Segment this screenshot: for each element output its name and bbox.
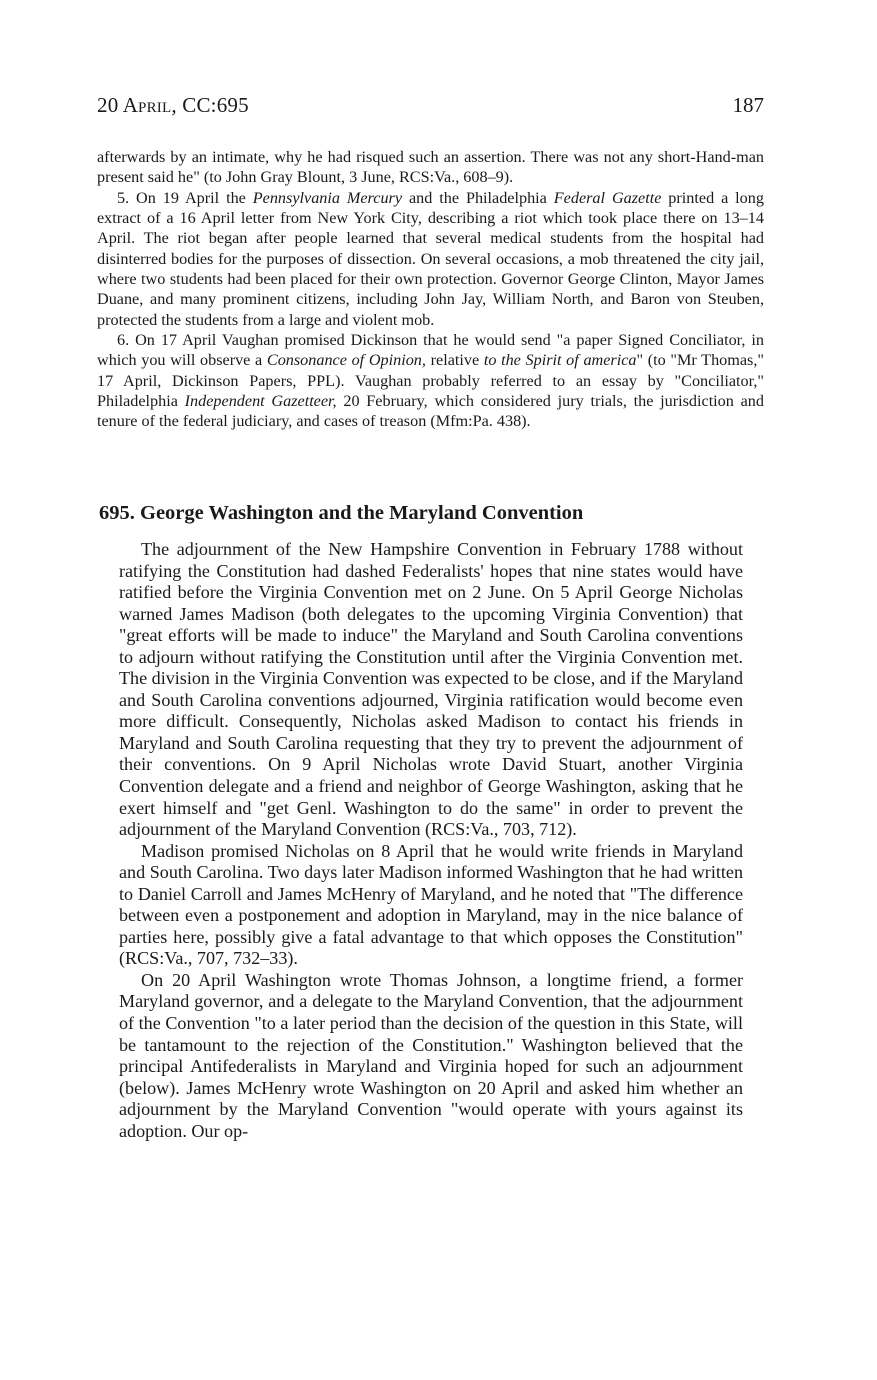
body-paragraph: Madison promised Nicholas on 8 April that he would write friends in Maryland and South Carolina. Two days later Madison informed Washington that he had written to Daniel Carroll and James McHenry of Maryland, and he noted that "The difference between even a postponement and adoption in Maryland, may in the nice balance of parties here, possibly give a fatal advantage to that which opposes the Constitution" (RCS:Va., 707, 732–33). [119,840,743,969]
document-body [119,539,743,1142]
body-paragraph: On 20 April Washington wrote Thomas Johnson, a longtime friend, a former Maryland governor, and a delegate to the Maryland Convention, that the adjournment of the Convention "to a later period than the decision of the question in this State, will be tantamount to the rejection of the Constitution." Washington believed that the principal Antifederalists in Maryland and Virginia hoped for such an adjournment (below). James McHenry wrote Washington on 20 April and asked him whether an adjournment by the Maryland Convention "would operate with yours against its adoption. Our op- [119,969,743,1141]
note-6-text-b: relative [425,351,484,370]
endnotes [97,147,764,432]
note-6 [97,330,764,432]
note-5-italic-pennsylvania-mercury: Pennsylvania Mercury [252,188,403,207]
note-5-text-b: and the Philadelphia [402,188,554,207]
note-6-italic-spirit-of-america: to the Spirit of america [483,351,637,370]
note-6-text-a: 6. On 17 April Vaughan promised Dickinson that he would send "a paper Signed Conciliator, in which you will observe a [97,331,764,370]
note-5 [97,188,764,330]
note-6-italic-independent-gazetteer: Independent Gazetteer, [184,392,337,411]
note-6-text-d: 20 February, which considered jury trials, the jurisdiction and tenure of the federal judiciary, and cases of treason (Mfm:Pa. 438). [97,392,764,431]
note-5-text-a: 5. On 19 April the [117,188,253,207]
page-number: 187 [732,93,764,117]
note-5-italic-federal-gazette: Federal Gazette [553,188,662,207]
note-6-italic-consonance: Consonance of Opinion, [266,351,426,370]
note-continuation: afterwards by an intimate, why he had risqued such an assertion. There was not any short-Hand-man present said he" (to John Gray Blount, 3 June, RCS:Va., 608–9). [97,148,764,187]
note-5-text-c: printed a long extract of a 16 April letter from New York City, describing a riot which took place there on 13–14 April. The riot began after people learned that several medical students from the hospital had disinterred bodies for the purposes of dissection. On several occasions, a mob threatened the city jail, where two students had been placed for their own protection. Governor George Clinton, Mayor James Duane, and many prominent citizens, including John Jay, William North, and Baron von Steuben, protected the students from a large and violent mob. [97,188,764,329]
note-6-text-c: " (to "Mr Thomas," 17 April, Dickinson Papers, PPL). Vaughan probably referred to an essay by "Conciliator," Philadelphia [97,351,764,411]
page-header [97,93,764,127]
document-heading: 695. George Washington and the Maryland Convention [99,502,584,524]
running-head: 20 April, CC:695 [97,93,249,117]
body-paragraph: The adjournment of the New Hampshire Convention in February 1788 without ratifying the Constitution had dashed Federalists' hopes that nine states would have ratified before the Virginia Convention met on 2 June. On 5 April George Nicholas warned James Madison (both delegates to the upcoming Virginia Convention) that "great efforts will be made to induce" the Maryland and South Carolina conventions to adjourn without ratifying the Constitution until after the Virginia Convention met. The division in the Virginia Convention was expected to be close, and if the Maryland and South Carolina conventions adjourned, Virginia ratification would become even more difficult. Consequently, Nicholas asked Madison to contact his friends in Maryland and South Carolina requesting that they try to prevent the adjournment of their conventions. On 9 April Nicholas wrote David Stuart, another Virginia Convention delegate and a friend and neighbor of George Washington, asking that he exert himself and "get Genl. Washington to do the same" in order to prevent the adjournment of the Maryland Convention (RCS:Va., 703, 712). [119,539,743,840]
